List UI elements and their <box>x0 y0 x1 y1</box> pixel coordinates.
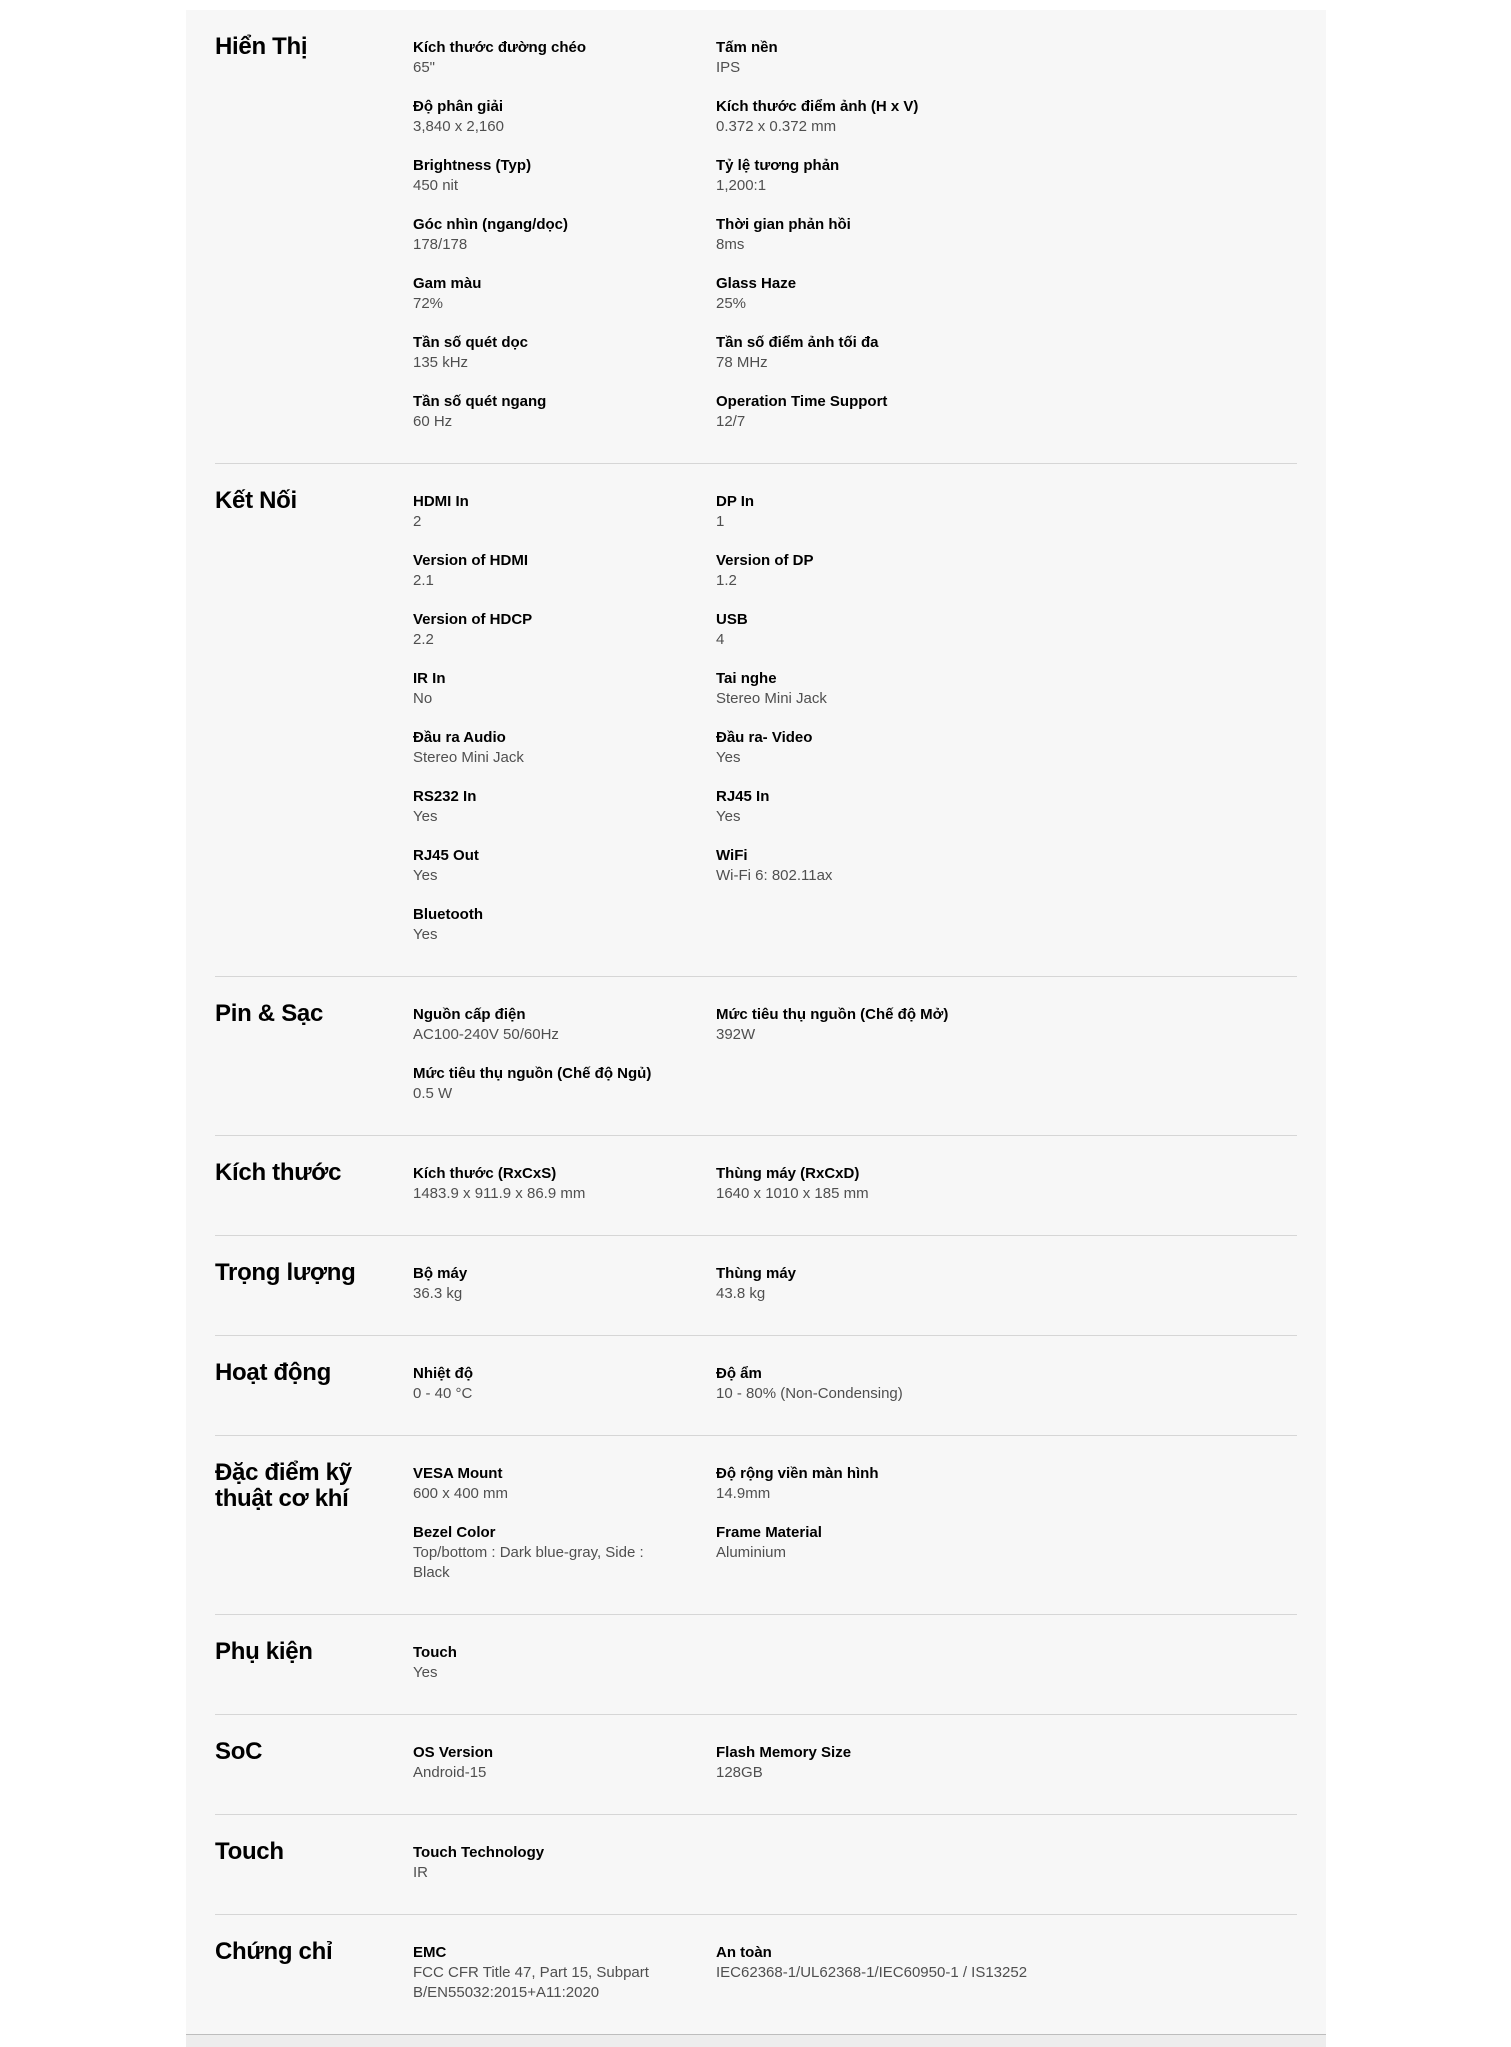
spec-col1 <box>413 1364 716 1423</box>
spec-col2 <box>716 1943 1297 2022</box>
spec-label: Bluetooth <box>413 906 483 923</box>
spec-value: Android-15 <box>413 1764 487 1781</box>
spec-value: Stereo Mini Jack <box>413 749 524 766</box>
spec-section <box>215 1335 1297 1435</box>
spec-row <box>716 787 1263 827</box>
spec-row <box>413 846 682 886</box>
spec-row <box>413 333 682 373</box>
spec-row <box>716 1164 1263 1204</box>
spec-row <box>716 492 1263 532</box>
spec-row <box>413 1943 682 2003</box>
spec-label: RJ45 In <box>716 788 770 805</box>
spec-row <box>413 38 682 78</box>
spec-row <box>413 1264 682 1304</box>
section-title: Đặc điểm kỹ thuật cơ khí <box>215 1459 352 1512</box>
spec-row <box>413 551 682 591</box>
spec-row <box>413 215 682 255</box>
spec-value: Stereo Mini Jack <box>716 690 827 707</box>
spec-label: Mức tiêu thụ nguồn (Chế độ Ngủ) <box>413 1065 652 1082</box>
spec-row <box>413 1464 682 1504</box>
spec-col1 <box>413 38 716 451</box>
spec-label: Tai nghe <box>716 670 777 687</box>
spec-label: USB <box>716 611 748 628</box>
spec-card <box>186 10 1326 2034</box>
spec-label: WiFi <box>716 847 748 864</box>
spec-value: 450 nit <box>413 177 459 194</box>
spec-row <box>413 492 682 532</box>
spec-label: RS232 In <box>413 788 477 805</box>
spec-label: Brightness (Typ) <box>413 157 532 174</box>
spec-row <box>716 392 1263 432</box>
spec-row <box>716 97 1263 137</box>
spec-value: 2.2 <box>413 631 434 648</box>
spec-label: Tấm nền <box>716 39 778 56</box>
bottom-band <box>186 2034 1326 2047</box>
spec-value: Yes <box>413 808 438 825</box>
section-title: Kích thước <box>215 1159 342 1186</box>
spec-col1 <box>413 1264 716 1323</box>
spec-col2 <box>716 1164 1297 1223</box>
spec-label: Glass Haze <box>716 275 797 292</box>
spec-value: 600 x 400 mm <box>413 1485 509 1502</box>
spec-label: Thời gian phản hồi <box>716 216 851 233</box>
spec-value: 128GB <box>716 1764 763 1781</box>
spec-value: 1,200:1 <box>716 177 767 194</box>
section-title: Hoạt động <box>215 1359 331 1386</box>
spec-col1 <box>413 492 716 964</box>
spec-value: 0.5 W <box>413 1085 453 1102</box>
spec-label: Thùng máy (RxCxD) <box>716 1165 860 1182</box>
spec-col2 <box>716 492 1297 964</box>
spec-label: Version of DP <box>716 552 814 569</box>
spec-label: Đầu ra Audio <box>413 729 506 746</box>
spec-label: Gam màu <box>413 275 482 292</box>
spec-row <box>716 274 1263 314</box>
spec-row <box>413 728 682 768</box>
spec-label: Góc nhìn (ngang/dọc) <box>413 216 568 233</box>
spec-row <box>716 1005 1263 1045</box>
spec-value: 2 <box>413 513 422 530</box>
spec-row <box>413 669 682 709</box>
section-title: Hiển Thị <box>215 33 308 60</box>
spec-section <box>215 463 1297 976</box>
spec-label: RJ45 Out <box>413 847 479 864</box>
spec-value: 0 - 40 °C <box>413 1385 473 1402</box>
section-title: Touch <box>215 1838 284 1865</box>
spec-row <box>413 1743 682 1783</box>
spec-col2 <box>716 1643 1297 1702</box>
section-title: Phụ kiện <box>215 1638 313 1665</box>
spec-row <box>716 1364 1263 1404</box>
spec-label: Frame Material <box>716 1524 822 1541</box>
spec-col2 <box>716 1843 1297 1902</box>
spec-value: 4 <box>716 631 725 648</box>
spec-label: Kích thước đường chéo <box>413 39 587 56</box>
spec-value: 8ms <box>716 236 745 253</box>
spec-value: Yes <box>716 749 741 766</box>
spec-label: Độ phân giải <box>413 98 503 115</box>
spec-col2 <box>716 1005 1297 1123</box>
spec-value: 392W <box>716 1026 756 1043</box>
spec-col2 <box>716 38 1297 451</box>
spec-value: Yes <box>716 808 741 825</box>
spec-row <box>716 551 1263 591</box>
spec-value: Wi-Fi 6: 802.11ax <box>716 867 833 884</box>
spec-row <box>413 156 682 196</box>
spec-label: Kích thước (RxCxS) <box>413 1165 557 1182</box>
spec-value: 1483.9 x 911.9 x 86.9 mm <box>413 1185 586 1202</box>
spec-row <box>413 1164 682 1204</box>
spec-row <box>413 787 682 827</box>
spec-value: 72% <box>413 295 444 312</box>
spec-label: Bezel Color <box>413 1524 496 1541</box>
spec-value: 36.3 kg <box>413 1285 463 1302</box>
spec-col1 <box>413 1943 716 2022</box>
section-title: Kết Nối <box>215 487 297 514</box>
spec-value: 2.1 <box>413 572 434 589</box>
spec-row <box>716 215 1263 255</box>
spec-label: IR In <box>413 670 446 687</box>
spec-col2 <box>716 1743 1297 1802</box>
spec-row <box>716 1743 1263 1783</box>
spec-label: OS Version <box>413 1744 494 1761</box>
spec-row <box>716 1523 1263 1563</box>
spec-label: Kích thước điểm ảnh (H x V) <box>716 98 919 115</box>
spec-value: Yes <box>413 1664 438 1681</box>
spec-value: No <box>413 690 433 707</box>
spec-value: 25% <box>716 295 747 312</box>
spec-label: Độ rộng viền màn hình <box>716 1465 879 1482</box>
spec-value: 1 <box>716 513 725 530</box>
spec-row <box>413 1523 682 1583</box>
spec-row <box>716 669 1263 709</box>
spec-label: VESA Mount <box>413 1465 503 1482</box>
spec-value: Yes <box>413 867 438 884</box>
spec-value: 135 kHz <box>413 354 469 371</box>
spec-col1 <box>413 1005 716 1123</box>
spec-label: Nhiệt độ <box>413 1365 473 1382</box>
spec-section <box>215 1435 1297 1614</box>
spec-col2 <box>716 1464 1297 1602</box>
spec-row <box>716 38 1263 78</box>
spec-value: 43.8 kg <box>716 1285 766 1302</box>
spec-label: Operation Time Support <box>716 393 888 410</box>
spec-label: Đầu ra- Video <box>716 729 813 746</box>
spec-label: DP In <box>716 493 755 510</box>
spec-label: Version of HDMI <box>413 552 529 569</box>
spec-col1 <box>413 1743 716 1802</box>
spec-label: Tần số điểm ảnh tối đa <box>716 334 879 351</box>
spec-col1 <box>413 1843 716 1902</box>
spec-row <box>413 1064 682 1104</box>
spec-label: Tần số quét dọc <box>413 334 529 351</box>
spec-label: Tần số quét ngang <box>413 393 547 410</box>
spec-value: Aluminium <box>716 1544 787 1561</box>
spec-value: 65" <box>413 59 436 76</box>
spec-value: 78 MHz <box>716 354 768 371</box>
spec-row <box>413 1643 682 1683</box>
spec-row <box>413 610 682 650</box>
section-title: SoC <box>215 1738 263 1765</box>
spec-col1 <box>413 1643 716 1702</box>
spec-label: Độ ẩm <box>716 1365 762 1382</box>
spec-row <box>716 333 1263 373</box>
spec-label: Tỷ lệ tương phản <box>716 157 840 174</box>
spec-value: AC100-240V 50/60Hz <box>413 1026 559 1043</box>
spec-value: 60 Hz <box>413 413 453 430</box>
spec-row <box>413 97 682 137</box>
section-title: Trọng lượng <box>215 1259 356 1286</box>
spec-row <box>413 274 682 314</box>
spec-label: Bộ máy <box>413 1265 468 1282</box>
spec-col1 <box>413 1464 716 1602</box>
spec-row <box>413 1364 682 1404</box>
section-title: Pin & Sạc <box>215 1000 324 1027</box>
spec-section <box>215 976 1297 1135</box>
spec-value: Top/bottom : Dark blue-gray, Side : Black <box>413 1544 644 1581</box>
spec-value: Yes <box>413 926 438 943</box>
spec-value: IEC62368-1/UL62368-1/IEC60950-1 / IS13252 <box>716 1964 1028 1981</box>
spec-value: 178/178 <box>413 236 468 253</box>
spec-label: Version of HDCP <box>413 611 533 628</box>
spec-section <box>215 1135 1297 1235</box>
spec-col2 <box>716 1364 1297 1423</box>
spec-row <box>716 1264 1263 1304</box>
spec-label: Flash Memory Size <box>716 1744 852 1761</box>
spec-label: HDMI In <box>413 493 469 510</box>
spec-row <box>716 846 1263 886</box>
section-title: Chứng chỉ <box>215 1938 333 1965</box>
spec-value: 0.372 x 0.372 mm <box>716 118 837 135</box>
spec-row <box>716 728 1263 768</box>
spec-section <box>215 1914 1297 2034</box>
spec-row <box>716 1464 1263 1504</box>
spec-value: 1640 x 1010 x 185 mm <box>716 1185 869 1202</box>
spec-row <box>716 156 1263 196</box>
spec-label: Touch Technology <box>413 1844 545 1861</box>
spec-section <box>215 1714 1297 1814</box>
spec-section <box>215 1814 1297 1914</box>
spec-label: Mức tiêu thụ nguồn (Chế độ Mở) <box>716 1006 949 1023</box>
spec-label: Touch <box>413 1644 457 1661</box>
spec-label: EMC <box>413 1944 447 1961</box>
spec-section <box>215 1614 1297 1714</box>
spec-row <box>413 392 682 432</box>
spec-section <box>215 10 1297 463</box>
spec-row <box>413 905 682 945</box>
spec-label: An toàn <box>716 1944 772 1961</box>
spec-value: 3,840 x 2,160 <box>413 118 504 135</box>
spec-col1 <box>413 1164 716 1223</box>
spec-value: IPS <box>716 59 741 76</box>
spec-label: Thùng máy <box>716 1265 797 1282</box>
spec-value: 14.9mm <box>716 1485 771 1502</box>
spec-value: 10 - 80% (Non-Condensing) <box>716 1385 903 1402</box>
spec-value: IR <box>413 1864 428 1881</box>
spec-value: 1.2 <box>716 572 737 589</box>
spec-value: FCC CFR Title 47, Part 15, Subpart B/EN55032:2015+A11:2020 <box>413 1964 649 2001</box>
spec-col2 <box>716 1264 1297 1323</box>
spec-value: 12/7 <box>716 413 746 430</box>
spec-label: Nguồn cấp điện <box>413 1006 526 1023</box>
spec-row <box>716 1943 1263 1983</box>
spec-section <box>215 1235 1297 1335</box>
spec-row <box>716 610 1263 650</box>
spec-row <box>413 1843 682 1883</box>
spec-row <box>413 1005 682 1045</box>
